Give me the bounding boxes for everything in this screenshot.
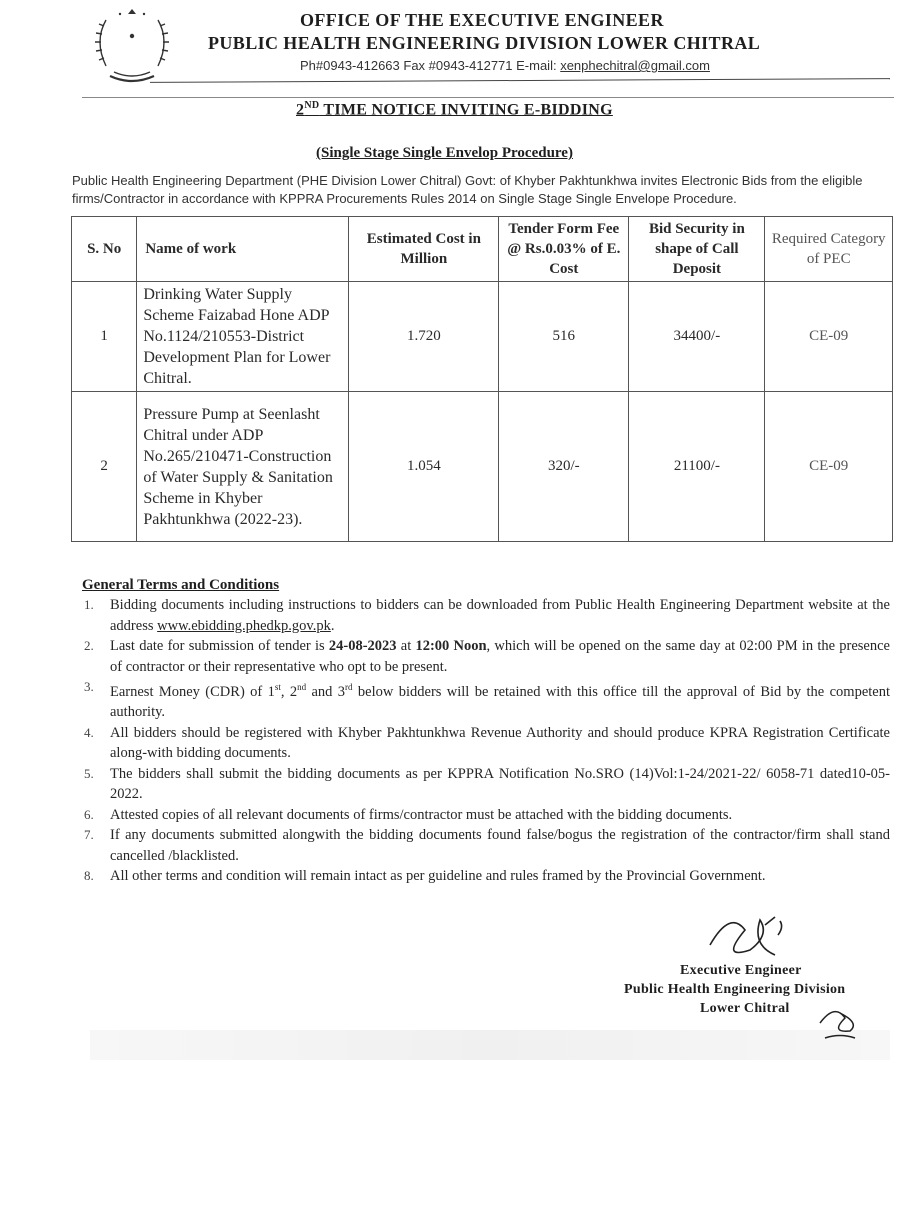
header-divider: [150, 78, 890, 83]
cell-category: CE-09: [765, 282, 893, 392]
signatory-title: Executive Engineer: [680, 963, 802, 978]
division-title: PUBLIC HEALTH ENGINEERING DIVISION LOWER CHITRAL: [208, 33, 761, 53]
col-header-cost: Estimated Cost in Million: [349, 217, 499, 282]
list-item: [80, 825, 890, 866]
item-number: 1.: [84, 597, 94, 612]
item-text: Last date for submission of tender is: [110, 638, 329, 654]
cell-fee: 320/-: [499, 392, 629, 542]
ordinal-suffix: nd: [297, 682, 307, 692]
cell-security: 21100/-: [629, 392, 765, 542]
list-item: [80, 595, 890, 636]
deadline-time: 12:00 Noon: [415, 638, 487, 654]
item-number: 7.: [84, 827, 94, 843]
item-text: Earnest Money (CDR) of 1: [110, 683, 275, 700]
list-item: [80, 805, 890, 826]
col-header-category: Required Category of PEC: [765, 217, 893, 282]
item-text: below bidders will be retained with this office till the approval of Bid by the competent authority.: [110, 683, 891, 721]
table-row: [72, 392, 893, 542]
terms-heading: General Terms and Conditions: [82, 577, 280, 593]
item-text-end: , which will be opened on the same day at 02:00 PM in the presence of contractor or their representative who opt to be present.: [110, 638, 890, 675]
table-header-row: [72, 217, 893, 282]
col-header-name: Name of work: [137, 217, 349, 282]
cell-cost: 1.720: [349, 282, 499, 392]
cell-name: Pressure Pump at Seenlasht Chitral under ADP No.265/210471-Construction of Water Supply & Sanitation Scheme in Khyber Pakhtunkhwa (2022-23).: [137, 392, 349, 542]
signatory-location: Lower Chitral: [700, 1001, 790, 1016]
cell-cost: 1.054: [349, 392, 499, 542]
item-text: , 2: [280, 683, 298, 700]
item-text-end: .: [330, 617, 335, 634]
col-header-security: Bid Security in shape of Call Deposit: [629, 217, 765, 282]
contact-line: [300, 58, 710, 73]
col-header-sno: S. No: [72, 217, 137, 282]
ordinal-suffix: st: [274, 682, 281, 692]
notice-ordinal: 2: [296, 101, 305, 119]
table-row: [72, 282, 893, 392]
notice-ordinal-suffix: ND: [304, 100, 320, 111]
list-item: [80, 723, 890, 764]
item-number: 6.: [84, 806, 94, 822]
intro-paragraph: Public Health Engineering Department (PHE Division Lower Chitral) Govt: of Khyber Pakhtunkhwa invites Electronic Bids from the eligible firms/Contractor in accordance with KPPRA Procurements Rules 2014 on Single Stage Single Envelope Procedure.: [72, 173, 863, 206]
ordinal-suffix: rd: [345, 682, 353, 692]
notice-title-text: TIME NOTICE INVITING E-BIDDING: [319, 101, 613, 119]
list-item: [80, 677, 890, 723]
cell-sno: 1: [72, 282, 137, 392]
item-text: If any documents submitted alongwith the bidding documents found false/bogus the registration of the contractor/firm shall stand cancelled /blacklisted.: [110, 827, 890, 864]
website-link[interactable]: www.ebidding.phedkp.gov.pk: [157, 617, 331, 634]
item-text: All other terms and condition will remain intact as per guideline and rules framed by the Provincial Government.: [110, 868, 766, 885]
item-text: Bidding documents including instructions to bidders can be downloaded from Public Health Engineering Department website at the address: [110, 597, 890, 634]
government-emblem-icon: [84, 6, 180, 86]
deadline-date: 24-08-2023: [328, 638, 397, 654]
header-divider-lower: [82, 97, 894, 98]
item-number: 3.: [84, 679, 94, 694]
notice-title: [296, 100, 613, 119]
col-header-fee: Tender Form Fee @ Rs.0.03% of E. Cost: [499, 217, 629, 282]
item-number: 4.: [84, 724, 94, 740]
item-number: 5.: [84, 765, 94, 781]
terms-list: [80, 595, 890, 887]
item-text: The bidders shall submit the bidding documents as per KPPRA Notification No.SRO (14)Vol:1-24/2021-22/ 6058-71 dated10-05-2022.: [110, 765, 890, 803]
item-number: 2.: [84, 638, 94, 653]
cell-name: Drinking Water Supply Scheme Faizabad Hone ADP No.1124/210553-District Development Plan for Lower Chitral.: [137, 282, 349, 392]
item-text-mid: at: [396, 638, 416, 654]
procedure-subtitle: (Single Stage Single Envelop Procedure): [316, 145, 573, 161]
cell-sno: 2: [72, 392, 137, 542]
list-item: [80, 764, 890, 805]
item-text: Attested copies of all relevant documents of firms/contractor must be attached with the bidding documents.: [110, 806, 733, 823]
item-number: 8.: [84, 868, 94, 884]
cell-fee: 516: [499, 282, 629, 392]
signatory-division: Public Health Engineering Division: [624, 982, 846, 997]
contact-numbers: Ph#0943-412663 Fax #0943-412771 E-mail:: [300, 58, 557, 73]
office-title: OFFICE OF THE EXECUTIVE ENGINEER: [300, 10, 664, 30]
works-table: [71, 216, 893, 542]
item-text: and 3: [306, 683, 346, 700]
email-link[interactable]: xenphechitral@gmail.com: [560, 58, 710, 73]
item-text: All bidders should be registered with Khyber Pakhtunkhwa Revenue Authority and should produce KPRA Registration Certificate along-with bidding documents.: [110, 724, 890, 762]
cell-category: CE-09: [765, 392, 893, 542]
list-item: [80, 866, 890, 887]
list-item: [80, 636, 890, 677]
cell-security: 34400/-: [629, 282, 765, 392]
scan-smudge: [90, 1030, 890, 1060]
